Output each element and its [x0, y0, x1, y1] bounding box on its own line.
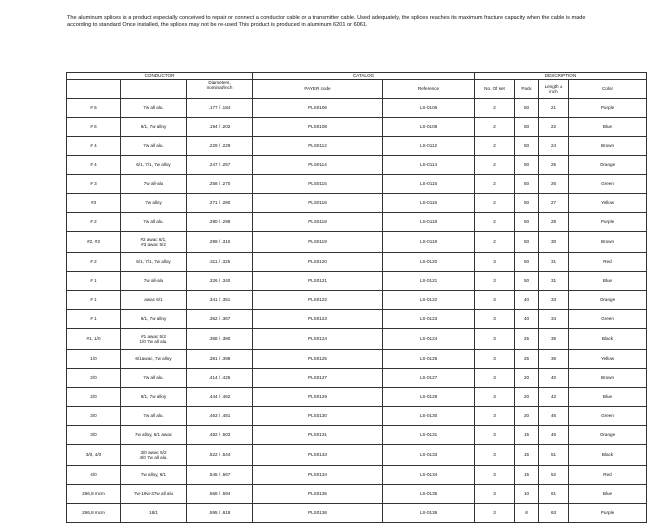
cell-conductor: 7w-19w-37w all alu: [121, 485, 187, 504]
table-row: [67, 99, 647, 118]
table-row: [67, 137, 647, 156]
cell-diameter: .290 / .298: [187, 213, 253, 232]
cell-conductor: awac 6/1: [121, 291, 187, 310]
cell-size: # 4: [67, 137, 121, 156]
cell-pack: 15: [515, 426, 539, 445]
table-row: [67, 310, 647, 329]
length-header: Length ± inch: [539, 80, 569, 99]
cell-set: 2: [475, 99, 515, 118]
cell-length: 31: [539, 253, 569, 272]
table-row: [67, 369, 647, 388]
cell-length: 46: [539, 407, 569, 426]
cell-ref: LS-0114: [383, 156, 475, 175]
table-row: [67, 118, 647, 137]
cell-set: 3: [475, 272, 515, 291]
cell-diameter: .482 / .503: [187, 426, 253, 445]
cell-set: 3: [475, 504, 515, 523]
description-group-header: DESCRIPTION: [475, 73, 647, 80]
cell-length: 36: [539, 350, 569, 369]
cell-set: 3: [475, 485, 515, 504]
cell-length: 31: [539, 272, 569, 291]
cell-code: PLS0133: [253, 445, 383, 466]
cell-ref: LS-0124: [383, 329, 475, 350]
cell-set: 2: [475, 118, 515, 137]
cell-length: 28: [539, 213, 569, 232]
cell-pack: 20: [515, 407, 539, 426]
cell-length: 21: [539, 99, 569, 118]
cell-diameter: .247 / .257: [187, 156, 253, 175]
cell-color: Orange: [569, 426, 647, 445]
cell-pack: 50: [515, 232, 539, 253]
cell-set: 3: [475, 329, 515, 350]
cell-code: PLS0131: [253, 426, 383, 445]
cell-ref: LS-0120: [383, 253, 475, 272]
conductor-group-header: CONDUCTOR: [67, 73, 253, 80]
cell-set: 3: [475, 291, 515, 310]
cell-size: 1/0: [67, 350, 121, 369]
cell-diameter: .229 / .229: [187, 137, 253, 156]
cell-set: 3: [475, 310, 515, 329]
cell-size: # 2: [67, 253, 121, 272]
color-header: Color: [569, 80, 647, 99]
cell-code: PLS0135: [253, 485, 383, 504]
cell-code: PLS0124: [253, 329, 383, 350]
cell-set: 3: [475, 466, 515, 485]
cell-size: # 6: [67, 118, 121, 137]
cell-length: 36: [539, 329, 569, 350]
cell-size: 2/0: [67, 369, 121, 388]
cell-size: # 4: [67, 156, 121, 175]
cell-conductor: 6/1awac, 7w alloy: [121, 350, 187, 369]
table-row: [67, 407, 647, 426]
cell-ref: LS-0115: [383, 175, 475, 194]
cell-ref: LS-0125: [383, 350, 475, 369]
cell-length: 42: [539, 388, 569, 407]
cell-ref: LS-0130: [383, 407, 475, 426]
cell-ref: LS-0133: [383, 445, 475, 466]
cell-code: PLS0134: [253, 466, 383, 485]
no-of-set-header: No. Of set: [475, 80, 515, 99]
cell-diameter: .463 / .481: [187, 407, 253, 426]
cell-code: PLS0130: [253, 407, 383, 426]
pack-header: Pack: [515, 80, 539, 99]
cell-code: PLS0136: [253, 504, 383, 523]
cell-ref: LS-0136: [383, 504, 475, 523]
cell-conductor: 7w all-alu: [121, 175, 187, 194]
cell-conductor: 6/1, 7w alloy: [121, 118, 187, 137]
cell-size: # 3: [67, 175, 121, 194]
cell-pack: 20: [515, 369, 539, 388]
cell-color: Brown: [569, 369, 647, 388]
cell-pack: 40: [515, 310, 539, 329]
cell-code: PLS0129: [253, 388, 383, 407]
cell-conductor: 6/1, 7/1, 7w alloy: [121, 156, 187, 175]
table-row: [67, 156, 647, 175]
cell-color: Blue: [569, 272, 647, 291]
cell-code: PLS0125: [253, 350, 383, 369]
cell-size: 2/0: [67, 388, 121, 407]
cell-set: 2: [475, 232, 515, 253]
cell-conductor: 7w alloy: [121, 194, 187, 213]
cell-conductor: 18/1: [121, 504, 187, 523]
cell-color: Green: [569, 407, 647, 426]
cell-color: Yellow: [569, 194, 647, 213]
cell-set: 3: [475, 445, 515, 466]
cell-code: PLS0108: [253, 118, 383, 137]
cell-length: 26: [539, 175, 569, 194]
splices-table: [66, 72, 647, 523]
cell-diameter: .311 / .325: [187, 253, 253, 272]
cell-color: Brown: [569, 137, 647, 156]
cell-conductor: #2 awac 6/1, #3 awac 5/2: [121, 232, 187, 253]
cell-diameter: .381 / .398: [187, 350, 253, 369]
cell-set: 3: [475, 388, 515, 407]
cell-ref: LS-0127: [383, 369, 475, 388]
payer-code-header: PAYER code: [253, 80, 383, 99]
cell-ref: LS-0119: [383, 232, 475, 253]
cell-color: Purple: [569, 213, 647, 232]
cell-diameter: .545 / .567: [187, 466, 253, 485]
cell-ref: LS-0135: [383, 485, 475, 504]
cell-color: Black: [569, 445, 647, 466]
cell-size: 266,8 mcm: [67, 504, 121, 523]
cell-size: 3/0: [67, 407, 121, 426]
table-row: [67, 388, 647, 407]
reference-header: Reference: [383, 80, 475, 99]
cell-ref: LS-0122: [383, 291, 475, 310]
diameter-header: Diameters, nominal/inch: [187, 80, 253, 99]
cell-color: Orange: [569, 291, 647, 310]
cell-diameter: .352 / .367: [187, 310, 253, 329]
cell-length: 22: [539, 118, 569, 137]
cell-size: 266,8 mcm: [67, 485, 121, 504]
cell-color: Green: [569, 310, 647, 329]
cell-ref: LS-0134: [383, 466, 475, 485]
cell-pack: 50: [515, 99, 539, 118]
cell-color: Blue: [569, 485, 647, 504]
cell-pack: 50: [515, 156, 539, 175]
table-row: [67, 445, 647, 466]
cell-conductor: #1 awac 5/2 1/0 7w all alu.: [121, 329, 187, 350]
cell-pack: 20: [515, 388, 539, 407]
cell-size: 3/0: [67, 426, 121, 445]
cell-conductor: 6/1, 7w alloy: [121, 388, 187, 407]
cell-pack: 15: [515, 445, 539, 466]
cell-conductor: 7w all-alu: [121, 272, 187, 291]
cell-diameter: .368 / .380: [187, 329, 253, 350]
cell-diameter: .595 / .618: [187, 504, 253, 523]
table-row: [67, 232, 647, 253]
cell-set: 3: [475, 253, 515, 272]
cell-set: 3: [475, 369, 515, 388]
cell-set: 2: [475, 156, 515, 175]
cell-ref: LS-0108: [383, 118, 475, 137]
cell-pack: 25: [515, 350, 539, 369]
table-body: [67, 99, 647, 523]
cell-pack: 50: [515, 118, 539, 137]
conductor-type-header-cell: [121, 80, 187, 99]
table-row: [67, 213, 647, 232]
cell-length: 46: [539, 426, 569, 445]
cell-pack: 50: [515, 272, 539, 291]
cell-diameter: .177 / .184: [187, 99, 253, 118]
cell-code: PLS0106: [253, 99, 383, 118]
cell-pack: 25: [515, 329, 539, 350]
cell-pack: 15: [515, 466, 539, 485]
cell-size: # 1: [67, 272, 121, 291]
cell-code: PLS0123: [253, 310, 383, 329]
cell-color: Black: [569, 329, 647, 350]
cell-length: 30: [539, 232, 569, 253]
cell-set: 3: [475, 350, 515, 369]
cell-set: 3: [475, 407, 515, 426]
cell-code: PLS0122: [253, 291, 383, 310]
cell-pack: 8: [515, 504, 539, 523]
cell-code: PLS0119: [253, 232, 383, 253]
cell-ref: LS-0121: [383, 272, 475, 291]
cell-conductor: 7w all alu.: [121, 99, 187, 118]
cell-color: Blue: [569, 118, 647, 137]
cell-diameter: .326 / .340: [187, 272, 253, 291]
cell-length: 63: [539, 504, 569, 523]
cell-ref: LS-0112: [383, 137, 475, 156]
catalog-group-header: CATALOG: [253, 73, 475, 80]
cell-diameter: .444 / .462: [187, 388, 253, 407]
intro-paragraph: The aluminum splices is a product especially conceived to repair or connect a conductor cable or a transmitter cable. Used adequately, the splices reaches its maximum fracture capacity when the cable is made according to standard Once installed, the splices may not be re-used This product is produced in aluminum 6201 or 6061.: [67, 15, 586, 28]
cell-set: 2: [475, 137, 515, 156]
cell-length: 34: [539, 310, 569, 329]
cell-set: 2: [475, 175, 515, 194]
cell-set: 2: [475, 213, 515, 232]
cell-size: #3: [67, 194, 121, 213]
cell-code: PLS0112: [253, 137, 383, 156]
table-row: [67, 291, 647, 310]
table-row: [67, 485, 647, 504]
cell-length: 33: [539, 291, 569, 310]
cell-size: # 1: [67, 291, 121, 310]
cell-diameter: .568 / .594: [187, 485, 253, 504]
cell-diameter: .299 / .310: [187, 232, 253, 253]
cell-size: #2, #3: [67, 232, 121, 253]
cell-size: 3/0, 4/0: [67, 445, 121, 466]
table-row: [67, 350, 647, 369]
cell-conductor: 7w all alu.: [121, 407, 187, 426]
cell-length: 25: [539, 156, 569, 175]
cell-set: 2: [475, 194, 515, 213]
cell-pack: 10: [515, 485, 539, 504]
cell-color: Brown: [569, 232, 647, 253]
table-row: [67, 466, 647, 485]
cell-color: Orange: [569, 156, 647, 175]
cell-conductor: 7w all alu.: [121, 213, 187, 232]
cell-diameter: .271 / .280: [187, 194, 253, 213]
cell-length: 40: [539, 369, 569, 388]
cell-color: Blue: [569, 388, 647, 407]
cell-conductor: 6/1, 7w alloy: [121, 310, 187, 329]
size-header-cell: [67, 80, 121, 99]
table-row: [67, 426, 647, 445]
table-row: [67, 272, 647, 291]
cell-code: PLS0118: [253, 213, 383, 232]
cell-conductor: 3/0 awac 5/2 4/0 7w all alu.: [121, 445, 187, 466]
cell-pack: 50: [515, 253, 539, 272]
table-row: [67, 504, 647, 523]
cell-ref: LS-0129: [383, 388, 475, 407]
cell-diameter: .258 / .270: [187, 175, 253, 194]
cell-pack: 50: [515, 213, 539, 232]
cell-ref: LS-0106: [383, 99, 475, 118]
cell-diameter: .522 / .544: [187, 445, 253, 466]
cell-color: Purple: [569, 504, 647, 523]
cell-code: PLS0116: [253, 194, 383, 213]
cell-size: 4/0: [67, 466, 121, 485]
cell-color: Purple: [569, 99, 647, 118]
cell-conductor: 7w all alu.: [121, 137, 187, 156]
cell-code: PLS0120: [253, 253, 383, 272]
cell-color: Red: [569, 253, 647, 272]
cell-ref: LS-0116: [383, 194, 475, 213]
cell-code: PLS0121: [253, 272, 383, 291]
cell-diameter: .194 / .202: [187, 118, 253, 137]
cell-code: PLS0115: [253, 175, 383, 194]
table-row: [67, 175, 647, 194]
cell-pack: 40: [515, 291, 539, 310]
table-row: [67, 329, 647, 350]
cell-size: # 1: [67, 310, 121, 329]
cell-size: # 2: [67, 213, 121, 232]
cell-length: 24: [539, 137, 569, 156]
cell-diameter: .414 / .425: [187, 369, 253, 388]
cell-code: PLS0114: [253, 156, 383, 175]
cell-color: Green: [569, 175, 647, 194]
cell-size: #1, 1/0: [67, 329, 121, 350]
cell-length: 51: [539, 445, 569, 466]
cell-length: 61: [539, 485, 569, 504]
cell-pack: 50: [515, 194, 539, 213]
cell-set: 3: [475, 426, 515, 445]
cell-color: Yellow: [569, 350, 647, 369]
cell-diameter: .341 / .351: [187, 291, 253, 310]
cell-conductor: 7w alloy, 6/1 awac: [121, 426, 187, 445]
cell-ref: LS-0123: [383, 310, 475, 329]
table-row: [67, 194, 647, 213]
cell-conductor: 7w all alu.: [121, 369, 187, 388]
cell-length: 52: [539, 466, 569, 485]
cell-pack: 50: [515, 175, 539, 194]
cell-color: Red: [569, 466, 647, 485]
table-row: [67, 253, 647, 272]
cell-conductor: 6/1, 7/1, 7w alloy: [121, 253, 187, 272]
cell-ref: LS-0118: [383, 213, 475, 232]
cell-pack: 50: [515, 137, 539, 156]
cell-code: PLS0127: [253, 369, 383, 388]
cell-length: 27: [539, 194, 569, 213]
cell-size: # 6: [67, 99, 121, 118]
cell-conductor: 7w alloy, 6/1: [121, 466, 187, 485]
cell-ref: LS-0131: [383, 426, 475, 445]
